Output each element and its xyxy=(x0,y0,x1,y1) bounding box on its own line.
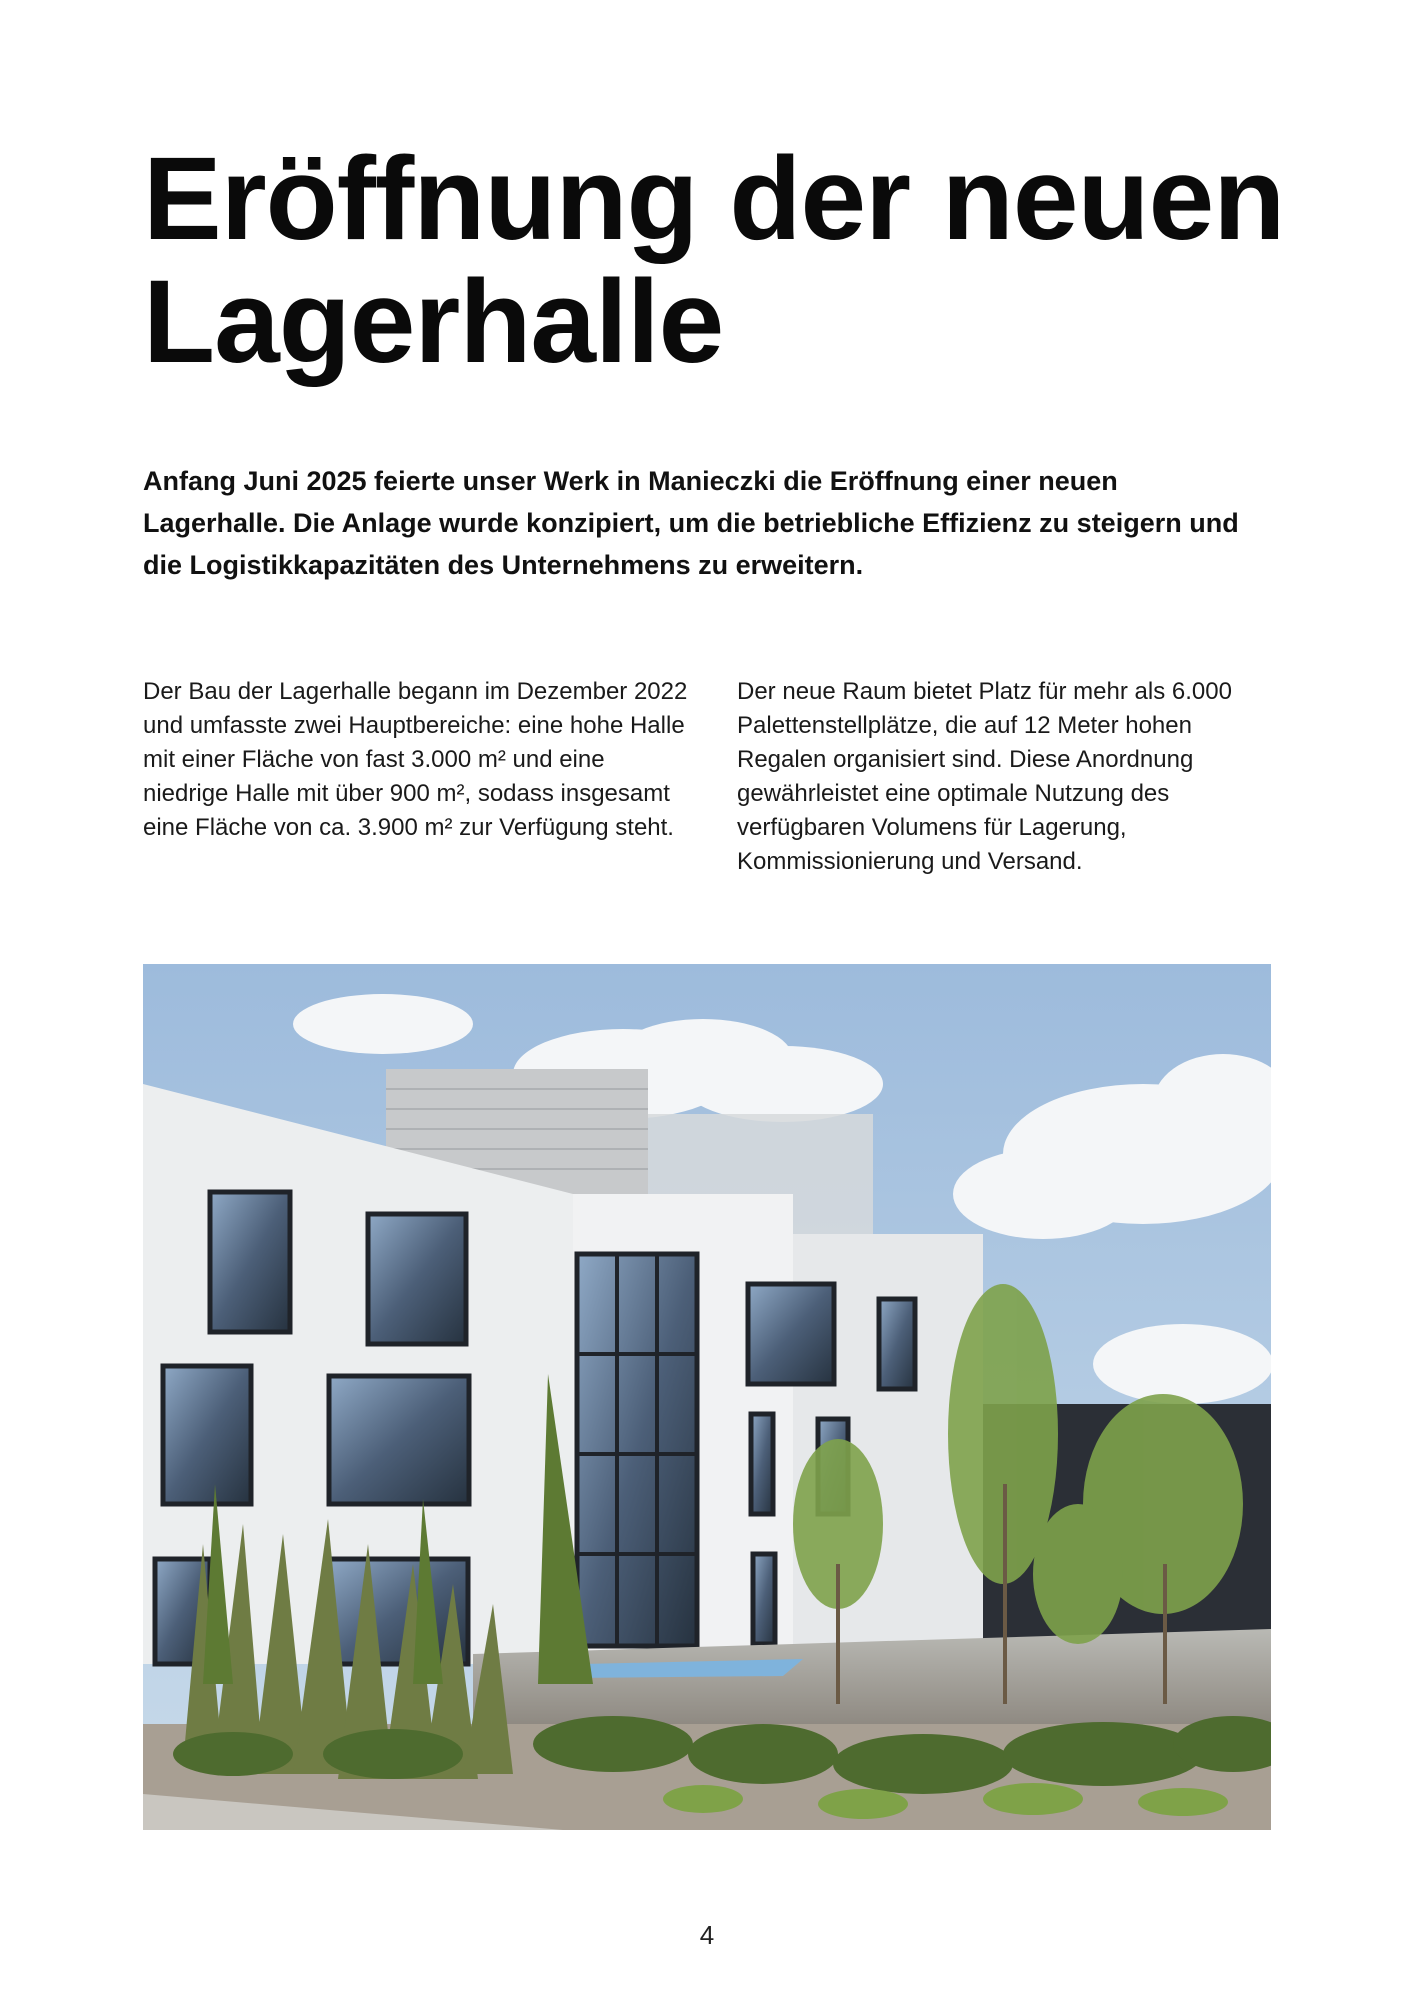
body-column-right: Der neue Raum bietet Platz für mehr als 6.000 Palettenstellplätze, die auf 12 Meter hohen Regalen organisiert sind. Diese Anordnung gewährleistet eine optimale Nutzung des verfügbaren Volumens für Lagerung, Kommissionierung und Versand. xyxy=(737,678,1232,875)
page-number: 4 xyxy=(699,1920,715,1950)
warehouse-photo xyxy=(143,964,1271,1830)
body-column-left: Der Bau der Lagerhalle begann im Dezember 2022 und umfasste zwei Hauptbereiche: eine hohe Halle mit einer Fläche von fast 3.000 m² und eine niedrige Halle mit über 900 m², sodass insgesamt eine Fläche von ca. 3.900 m² zur Verfügung steht. xyxy=(143,678,688,841)
title-line-1: Eröffnung der neuen xyxy=(143,133,1285,265)
lead-paragraph: Anfang Juni 2025 feierte unser Werk in Manieczki die Eröffnung einer neuen Lagerhalle. Die Anlage wurde konzipiert, um die betriebliche Effizienz zu steigern und die Logistikkapazitäten des Unternehmens zu erweitern. xyxy=(143,466,1239,580)
page-title xyxy=(143,133,1323,388)
curtain-wall xyxy=(577,1254,697,1646)
title-line-2: Lagerhalle xyxy=(143,256,724,388)
